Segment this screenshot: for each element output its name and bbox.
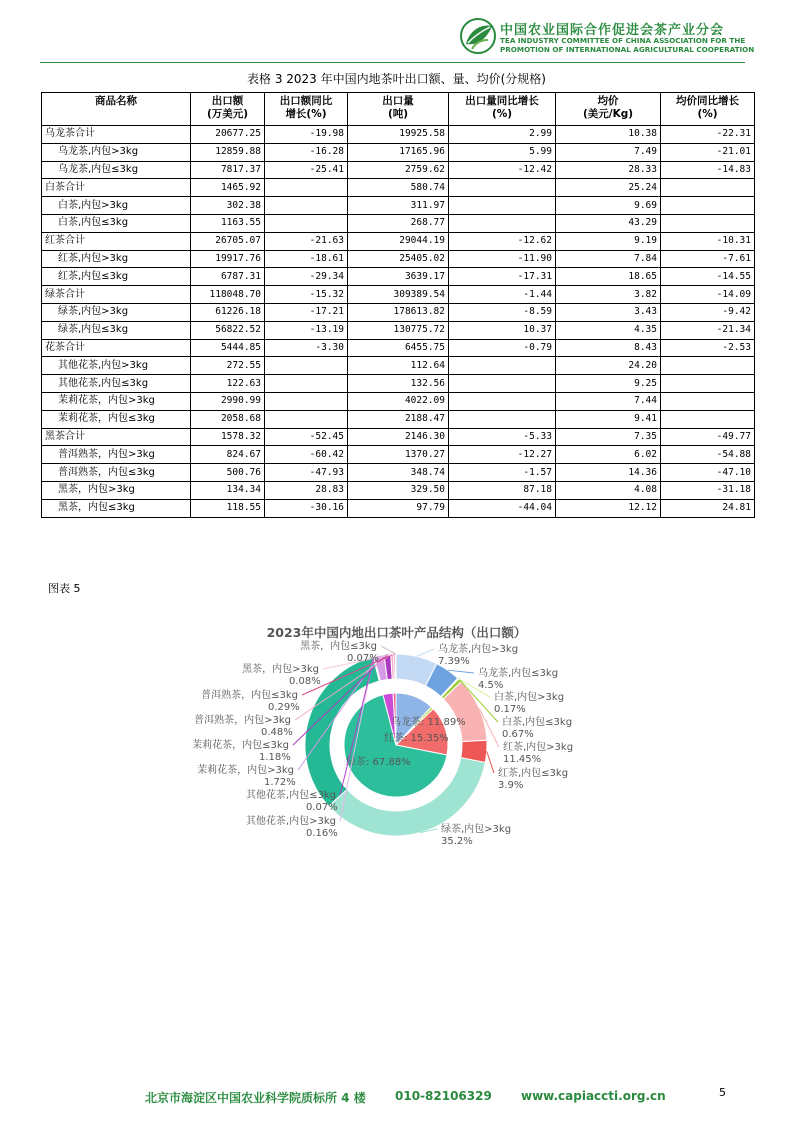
value-cell: 302.38 — [191, 197, 265, 215]
value-cell: -11.90 — [449, 250, 556, 268]
value-cell: -13.19 — [265, 321, 348, 339]
row-name-cell: 其他花茶,内包≤3kg — [42, 375, 191, 393]
outer-slice-percent: 4.5% — [478, 680, 504, 691]
column-header-line: (%) — [491, 108, 513, 120]
value-cell: 43.29 — [556, 214, 661, 232]
value-cell: 118.55 — [191, 499, 265, 517]
value-cell: -16.28 — [265, 143, 348, 161]
organization-name-en-line1: TEA INDUSTRY COMMITTEE OF CHINA ASSOCIATION FOR THE — [500, 36, 746, 45]
value-cell — [661, 357, 755, 375]
value-cell: 24.81 — [661, 499, 755, 517]
row-name-cell: 黑茶，内包>3kg — [42, 481, 191, 499]
value-cell: 268.77 — [348, 214, 449, 232]
value-cell: 14.36 — [556, 464, 661, 482]
value-cell: 26705.07 — [191, 232, 265, 250]
value-cell: 5.99 — [449, 143, 556, 161]
footer-address: 北京市海淀区中国农业科学院质标所 4 楼 — [145, 1091, 366, 1105]
value-cell: -21.01 — [661, 143, 755, 161]
value-cell: 2188.47 — [348, 410, 449, 428]
table-row-sub — [42, 410, 755, 428]
outer-slice-name: 红茶,内包≤3kg — [498, 768, 569, 779]
label-leader-line — [417, 649, 434, 656]
inner-slice-label: 红茶: 15.35% — [384, 733, 449, 744]
value-cell: 348.74 — [348, 464, 449, 482]
value-cell: 87.18 — [449, 481, 556, 499]
value-cell: -0.79 — [449, 339, 556, 357]
value-cell — [449, 392, 556, 410]
value-cell: 132.56 — [348, 375, 449, 393]
table-row-sub — [42, 250, 755, 268]
value-cell: -9.42 — [661, 303, 755, 321]
value-cell: 2.99 — [449, 126, 556, 144]
value-cell — [449, 179, 556, 197]
value-cell — [449, 410, 556, 428]
organization-name-en-line2: PROMOTION OF INTERNATIONAL AGRICULTURAL COOPERATION — [500, 45, 755, 54]
footer-phone: 010-82106329 — [395, 1089, 492, 1103]
value-cell: -10.31 — [661, 232, 755, 250]
table-row-sub — [42, 357, 755, 375]
organization-name-en — [500, 36, 754, 54]
organization-name-cn: 中国农业国际合作促进会茶产业分会 — [500, 23, 725, 38]
value-cell: -54.88 — [661, 446, 755, 464]
value-cell: 7817.37 — [191, 161, 265, 179]
value-cell: -5.33 — [449, 428, 556, 446]
value-cell: 9.25 — [556, 375, 661, 393]
value-cell: 6787.31 — [191, 268, 265, 286]
outer-slice-name: 茉莉花茶，内包≤3kg — [192, 740, 289, 751]
value-cell: 178613.82 — [348, 303, 449, 321]
value-cell: 10.37 — [449, 321, 556, 339]
column-header-line: 均价同比增长 — [676, 95, 739, 107]
header-divider — [40, 62, 745, 63]
value-cell: 12859.88 — [191, 143, 265, 161]
column-header — [42, 93, 191, 126]
table-row-total — [42, 179, 755, 197]
value-cell: -19.98 — [265, 126, 348, 144]
outer-slice-name: 乌龙茶,内包≤3kg — [478, 668, 559, 679]
value-cell: 19917.76 — [191, 250, 265, 268]
export-structure-donut-chart — [0, 640, 793, 870]
table-row-sub — [42, 499, 755, 517]
row-name-cell: 黑茶，内包≤3kg — [42, 499, 191, 517]
outer-slice-name: 茉莉花茶，内包>3kg — [197, 765, 294, 776]
table-row-sub — [42, 197, 755, 215]
outer-slice-percent: 0.08% — [289, 676, 321, 687]
chart-label: 图表 5 — [48, 582, 81, 595]
value-cell: -17.31 — [449, 268, 556, 286]
footer-website[interactable]: www.capiaccti.org.cn — [521, 1089, 666, 1103]
column-header-line: 均价 — [597, 95, 619, 107]
value-cell: 17165.96 — [348, 143, 449, 161]
value-cell: 61226.18 — [191, 303, 265, 321]
outer-slice-name: 白茶,内包>3kg — [494, 692, 565, 703]
row-name-cell: 普洱熟茶，内包≤3kg — [42, 464, 191, 482]
value-cell: 329.50 — [348, 481, 449, 499]
value-cell: 12.12 — [556, 499, 661, 517]
row-name-cell: 白茶,内包>3kg — [42, 197, 191, 215]
value-cell: 1465.92 — [191, 179, 265, 197]
outer-slice-percent: 0.17% — [494, 704, 526, 715]
value-cell — [265, 197, 348, 215]
row-name-cell: 乌龙茶,内包>3kg — [42, 143, 191, 161]
inner-slice-label: 乌龙茶: 11.89% — [391, 717, 466, 728]
outer-slice-percent: 0.48% — [261, 727, 293, 738]
label-leader-line — [381, 646, 396, 654]
value-cell: 118048.70 — [191, 286, 265, 304]
outer-slice-name: 其他花茶,内包>3kg — [245, 816, 336, 827]
value-cell — [449, 214, 556, 232]
outer-slice-name: 乌龙茶,内包>3kg — [438, 644, 519, 655]
value-cell — [265, 214, 348, 232]
chart-title: 2023年中国内地出口茶叶产品结构（出口额） — [266, 625, 527, 640]
value-cell: 29044.19 — [348, 232, 449, 250]
outer-slice-percent: 0.07% — [347, 653, 379, 664]
value-cell: 7.84 — [556, 250, 661, 268]
value-cell: -12.62 — [449, 232, 556, 250]
value-cell: 6.02 — [556, 446, 661, 464]
row-name-cell: 白茶,内包≤3kg — [42, 214, 191, 232]
column-header — [661, 93, 755, 126]
table-row-sub — [42, 375, 755, 393]
value-cell: 311.97 — [348, 197, 449, 215]
value-cell: 25.24 — [556, 179, 661, 197]
value-cell: -14.55 — [661, 268, 755, 286]
value-cell: -2.53 — [661, 339, 755, 357]
value-cell: 500.76 — [191, 464, 265, 482]
table-row-total — [42, 286, 755, 304]
value-cell: 8.43 — [556, 339, 661, 357]
value-cell — [265, 357, 348, 375]
value-cell: 19925.58 — [348, 126, 449, 144]
outer-slice-percent: 1.72% — [264, 777, 296, 788]
value-cell: 122.63 — [191, 375, 265, 393]
outer-slice-name: 红茶,内包>3kg — [503, 742, 574, 753]
value-cell: -17.21 — [265, 303, 348, 321]
value-cell: 9.69 — [556, 197, 661, 215]
table-row-sub — [42, 446, 755, 464]
table-row-sub — [42, 464, 755, 482]
value-cell: -14.09 — [661, 286, 755, 304]
outer-slice-percent: 0.07% — [306, 802, 338, 813]
row-name-cell: 红茶合计 — [42, 232, 191, 250]
column-header-line: 出口量同比增长 — [465, 95, 539, 107]
value-cell: -18.61 — [265, 250, 348, 268]
row-name-cell: 黑茶合计 — [42, 428, 191, 446]
value-cell: -49.77 — [661, 428, 755, 446]
value-cell: 4.35 — [556, 321, 661, 339]
value-cell: -12.42 — [449, 161, 556, 179]
table-caption: 表格 3 2023 年中国内地茶叶出口额、量、均价(分规格) — [247, 72, 546, 86]
value-cell — [661, 197, 755, 215]
column-header-line: 出口量 — [382, 95, 414, 107]
value-cell: 18.65 — [556, 268, 661, 286]
value-cell: -21.63 — [265, 232, 348, 250]
row-name-cell: 其他花茶,内包>3kg — [42, 357, 191, 375]
value-cell: 9.19 — [556, 232, 661, 250]
value-cell: -12.27 — [449, 446, 556, 464]
value-cell: 6455.75 — [348, 339, 449, 357]
value-cell: 4.08 — [556, 481, 661, 499]
column-header — [348, 93, 449, 126]
label-leader-line — [487, 751, 494, 773]
table-row-sub — [42, 321, 755, 339]
value-cell: 3639.17 — [348, 268, 449, 286]
table-row-sub — [42, 268, 755, 286]
page-number: 5 — [719, 1086, 726, 1099]
table-row-sub — [42, 481, 755, 499]
value-cell: -1.44 — [449, 286, 556, 304]
row-name-cell: 茉莉花茶，内包>3kg — [42, 392, 191, 410]
table-row-sub — [42, 392, 755, 410]
value-cell — [661, 179, 755, 197]
value-cell: -7.61 — [661, 250, 755, 268]
value-cell — [449, 375, 556, 393]
value-cell: 1578.32 — [191, 428, 265, 446]
value-cell: -1.57 — [449, 464, 556, 482]
outer-slice-name: 其他花茶,内包≤3kg — [245, 790, 336, 801]
outer-slice-percent: 35.2% — [441, 836, 473, 847]
value-cell — [449, 357, 556, 375]
value-cell: 3.82 — [556, 286, 661, 304]
outer-slice-name: 黑茶，内包>3kg — [242, 664, 319, 675]
row-name-cell: 普洱熟茶，内包>3kg — [42, 446, 191, 464]
value-cell: 1163.55 — [191, 214, 265, 232]
value-cell: 56822.52 — [191, 321, 265, 339]
row-name-cell: 花茶合计 — [42, 339, 191, 357]
value-cell: -47.93 — [265, 464, 348, 482]
value-cell: 2990.99 — [191, 392, 265, 410]
table-row-sub — [42, 161, 755, 179]
value-cell — [661, 410, 755, 428]
column-header — [556, 93, 661, 126]
table-header-row — [42, 93, 755, 126]
outer-slice-name: 白茶,内包≤3kg — [502, 717, 573, 728]
column-header — [449, 93, 556, 126]
value-cell: -29.34 — [265, 268, 348, 286]
value-cell: 2759.62 — [348, 161, 449, 179]
value-cell — [265, 410, 348, 428]
value-cell: -8.59 — [449, 303, 556, 321]
value-cell: 20677.25 — [191, 126, 265, 144]
value-cell — [265, 375, 348, 393]
value-cell: 2146.30 — [348, 428, 449, 446]
value-cell: 24.20 — [556, 357, 661, 375]
value-cell: 580.74 — [348, 179, 449, 197]
value-cell: -22.31 — [661, 126, 755, 144]
outer-slice-percent: 0.29% — [268, 702, 300, 713]
value-cell — [265, 179, 348, 197]
outer-slice-percent: 1.18% — [259, 752, 291, 763]
value-cell: -30.16 — [265, 499, 348, 517]
row-name-cell: 绿茶,内包>3kg — [42, 303, 191, 321]
value-cell: 272.55 — [191, 357, 265, 375]
column-header-line: 出口额 — [211, 95, 244, 107]
table-row-total — [42, 126, 755, 144]
row-name-cell: 红茶,内包>3kg — [42, 250, 191, 268]
value-cell: 824.67 — [191, 446, 265, 464]
value-cell — [661, 214, 755, 232]
column-header-line: (美元/Kg) — [582, 108, 634, 120]
row-name-cell: 绿茶,内包≤3kg — [42, 321, 191, 339]
outer-slice-name: 黑茶，内包≤3kg — [300, 641, 377, 652]
row-name-cell: 乌龙茶,内包≤3kg — [42, 161, 191, 179]
value-cell: 10.38 — [556, 126, 661, 144]
value-cell: 2058.68 — [191, 410, 265, 428]
value-cell: -31.18 — [661, 481, 755, 499]
column-header-line: (%) — [697, 108, 718, 120]
outer-slice-percent: 7.39% — [438, 656, 470, 667]
row-name-cell: 红茶,内包≤3kg — [42, 268, 191, 286]
value-cell: 112.64 — [348, 357, 449, 375]
table-row-sub — [42, 214, 755, 232]
value-cell: -15.32 — [265, 286, 348, 304]
value-cell: -25.41 — [265, 161, 348, 179]
value-cell: 4022.09 — [348, 392, 449, 410]
value-cell — [661, 375, 755, 393]
value-cell: -52.45 — [265, 428, 348, 446]
inner-slice-label: 绿茶: 67.88% — [346, 757, 411, 768]
tea-leaf-logo-icon — [458, 16, 498, 56]
value-cell: 25405.02 — [348, 250, 449, 268]
column-header-line: (吨) — [387, 108, 409, 120]
table-body — [42, 126, 755, 518]
value-cell — [265, 392, 348, 410]
value-cell: -47.10 — [661, 464, 755, 482]
outer-slice-percent: 0.16% — [306, 828, 338, 839]
value-cell: 309389.54 — [348, 286, 449, 304]
value-cell: 5444.85 — [191, 339, 265, 357]
value-cell: 3.43 — [556, 303, 661, 321]
value-cell: -3.30 — [265, 339, 348, 357]
table-row-total — [42, 232, 755, 250]
outer-slice-name: 普洱熟茶，内包≤3kg — [201, 690, 298, 701]
value-cell: 28.33 — [556, 161, 661, 179]
value-cell: -14.83 — [661, 161, 755, 179]
export-table — [41, 92, 755, 518]
row-name-cell: 乌龙茶合计 — [42, 126, 191, 144]
value-cell: 130775.72 — [348, 321, 449, 339]
value-cell: -60.42 — [265, 446, 348, 464]
page-header — [0, 0, 793, 64]
value-cell: 1370.27 — [348, 446, 449, 464]
value-cell — [661, 392, 755, 410]
table-row-total — [42, 339, 755, 357]
column-header-line: 出口额同比 — [279, 95, 333, 107]
value-cell: 9.41 — [556, 410, 661, 428]
column-header-line: 商品名称 — [95, 95, 137, 107]
table-row-sub — [42, 303, 755, 321]
table-row-sub — [42, 143, 755, 161]
value-cell: 28.83 — [265, 481, 348, 499]
outer-slice-percent: 0.67% — [502, 729, 534, 740]
table-row-total — [42, 428, 755, 446]
row-name-cell: 白茶合计 — [42, 179, 191, 197]
value-cell — [449, 197, 556, 215]
value-cell: 97.79 — [348, 499, 449, 517]
value-cell: 7.49 — [556, 143, 661, 161]
outer-slice-name: 绿茶,内包>3kg — [441, 824, 512, 835]
value-cell: -21.34 — [661, 321, 755, 339]
column-header-line: 增长(%) — [285, 108, 327, 120]
column-header — [265, 93, 348, 126]
value-cell: 134.34 — [191, 481, 265, 499]
value-cell: 7.35 — [556, 428, 661, 446]
value-cell: -44.04 — [449, 499, 556, 517]
outer-slice-name: 普洱熟茶，内包>3kg — [194, 715, 291, 726]
row-name-cell: 茉莉花茶，内包≤3kg — [42, 410, 191, 428]
outer-slice-percent: 3.9% — [498, 780, 524, 791]
row-name-cell: 绿茶合计 — [42, 286, 191, 304]
outer-slice-percent: 11.45% — [503, 754, 542, 765]
column-header-line: (万美元) — [206, 108, 249, 120]
value-cell: 7.44 — [556, 392, 661, 410]
column-header — [191, 93, 265, 126]
